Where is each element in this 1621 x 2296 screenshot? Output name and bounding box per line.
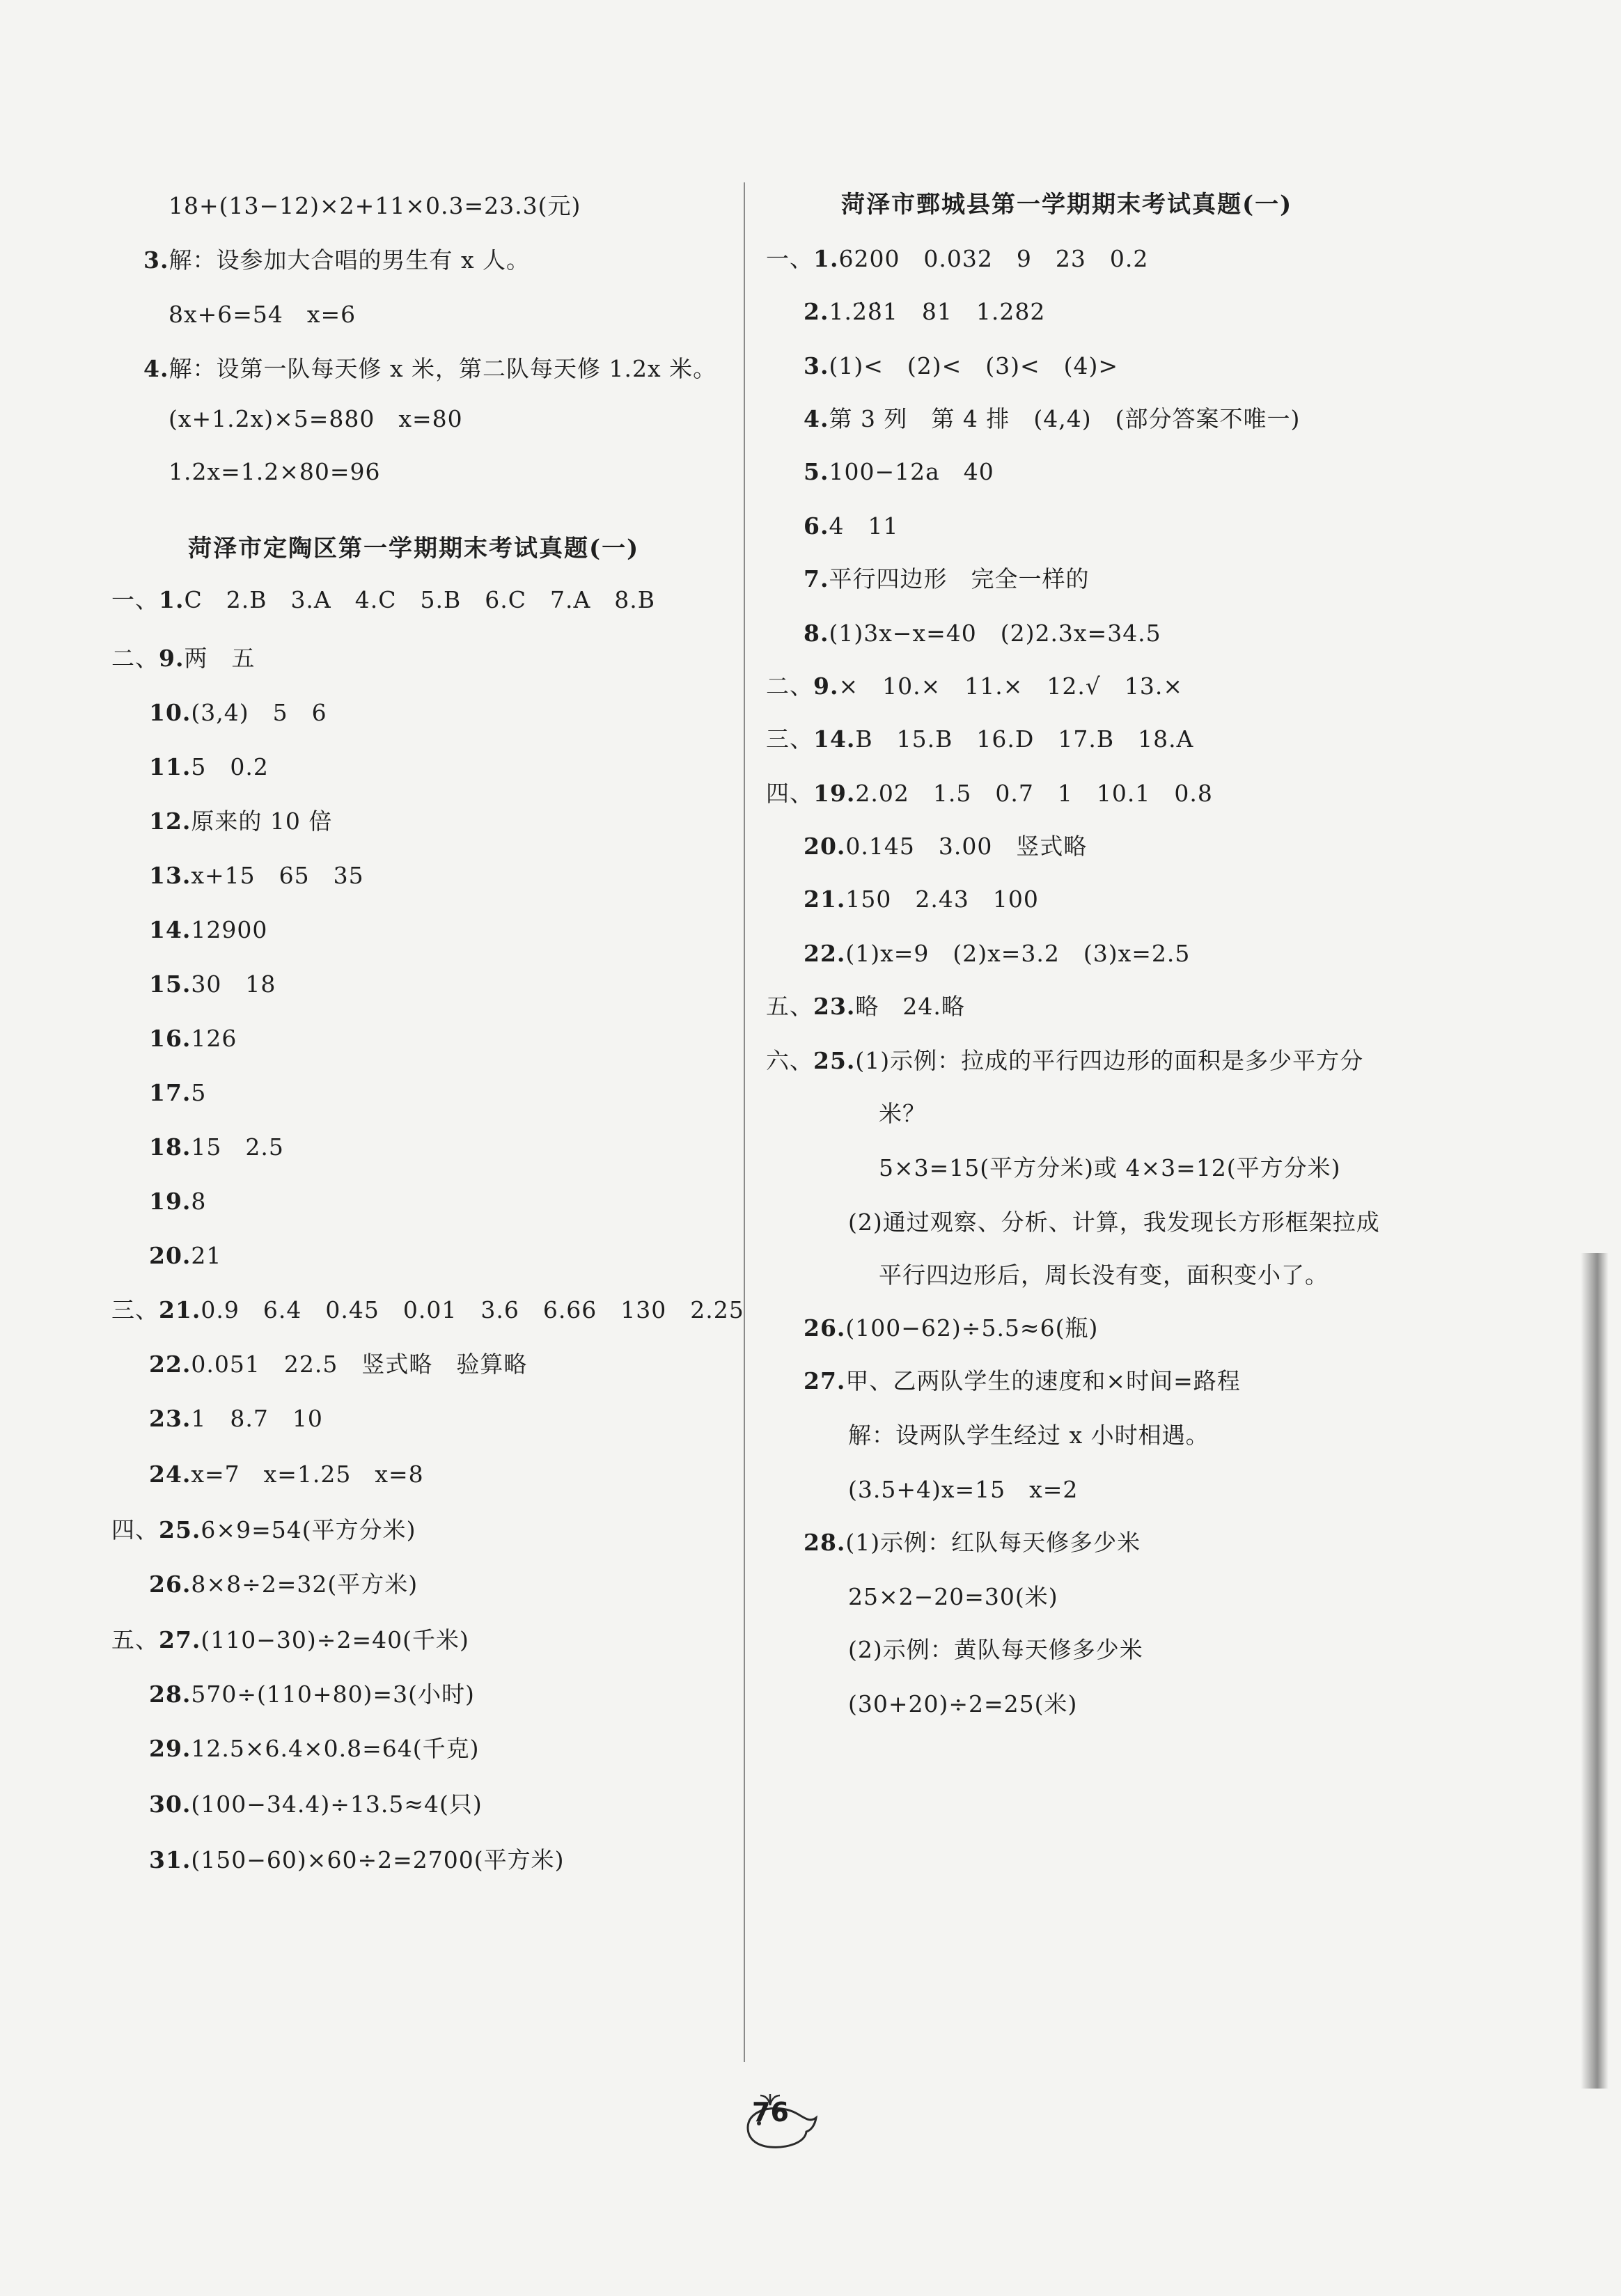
- answer-line: 10.(3,4) 5 6: [149, 699, 327, 726]
- answer-line: 12.原来的 10 倍: [149, 808, 333, 835]
- answer-line: 23.1 8.7 10: [149, 1405, 323, 1432]
- answer-line: 20.0.145 3.00 竖式略: [804, 833, 1088, 860]
- answer-line: 27.甲、乙两队学生的速度和×时间=路程: [804, 1367, 1241, 1394]
- answer-line: 五、27.(110−30)÷2=40(千米): [111, 1626, 469, 1653]
- answer-line: 30.(100−34.4)÷13.5≈4(只): [149, 1791, 483, 1818]
- answer-line: 4.解：设第一队每天修 x 米，第二队每天修 1.2x 米。: [143, 355, 717, 382]
- answer-line: 20.21: [149, 1242, 222, 1269]
- page-number: 76: [752, 2097, 789, 2128]
- answer-line: 14.12900: [149, 916, 268, 943]
- scan-edge-shadow: [1581, 1253, 1608, 2089]
- answer-line: (3.5+4)x=15 x=2: [848, 1476, 1079, 1503]
- answer-line: 二、9.两 五: [111, 645, 256, 672]
- answer-line: 三、14.B 15.B 16.D 17.B 18.A: [766, 725, 1194, 753]
- answer-line: 五、23.略 24.略: [766, 993, 965, 1020]
- answer-line: (2)示例：黄队每天修多少米: [848, 1636, 1143, 1663]
- column-divider: [744, 182, 745, 2062]
- answer-line: 平行四边形后，周长没有变，面积变小了。: [879, 1261, 1329, 1289]
- answer-line: 18.15 2.5: [149, 1133, 284, 1161]
- answer-line: 19.8: [149, 1188, 207, 1215]
- answer-line: 5.100−12a 40: [804, 458, 994, 485]
- answer-line: 米？: [879, 1100, 926, 1127]
- section-title-dingtao: 菏泽市定陶区第一学期期末考试真题(一): [188, 535, 640, 563]
- answer-line: 3.(1)< (2)< (3)< (4)>: [804, 352, 1119, 379]
- answer-line: 8x+6=54 x=6: [169, 301, 357, 328]
- answer-line: 六、25.(1)示例：拉成的平行四边形的面积是多少平方分: [766, 1047, 1364, 1074]
- answer-line: 8.(1)3x−x=40 (2)2.3x=34.5: [804, 620, 1161, 647]
- answer-line: 1.2x=1.2×80=96: [169, 458, 381, 485]
- answer-line: 21.150 2.43 100: [804, 886, 1039, 913]
- answer-line: 25×2−20=30(米): [848, 1583, 1058, 1610]
- answer-line: 22.(1)x=9 (2)x=3.2 (3)x=2.5: [804, 940, 1191, 967]
- answer-line: 解：设两队学生经过 x 小时相遇。: [848, 1422, 1209, 1449]
- section-title-juancheng: 菏泽市鄄城县第一学期期末考试真题(一): [841, 191, 1293, 219]
- answer-line: 22.0.051 22.5 竖式略 验算略: [149, 1351, 528, 1378]
- answer-line: 一、1.C 2.B 3.A 4.C 5.B 6.C 7.A 8.B: [111, 586, 656, 613]
- answer-line: (x+1.2x)×5=880 x=80: [169, 405, 463, 432]
- answer-line: 7.平行四边形 完全一样的: [804, 565, 1090, 592]
- answer-line: 28.(1)示例：红队每天修多少米: [804, 1529, 1141, 1556]
- answer-line: 18+(13−12)×2+11×0.3=23.3(元): [169, 192, 581, 219]
- answer-line: 3.解：设参加大合唱的男生有 x 人。: [143, 246, 531, 274]
- answer-line: (2)通过观察、分析、计算，我发现长方形框架拉成: [848, 1209, 1380, 1236]
- answer-line: 6.4 11: [804, 512, 899, 540]
- answer-line: (30+20)÷2=25(米): [848, 1690, 1078, 1717]
- answer-line: 26.(100−62)÷5.5≈6(瓶): [804, 1314, 1099, 1342]
- answer-line: 2.1.2̇8̇1 81 1.282: [804, 298, 1046, 325]
- answer-line: 5×3=15(平方分米)或 4×3=12(平方分米): [879, 1154, 1341, 1181]
- answer-line: 24.x=7 x=1.25 x=8: [149, 1461, 424, 1488]
- answer-line: 四、19.2.02 1.5 0.7 1 10.1 0.8: [766, 780, 1213, 807]
- answer-line: 四、25.6×9=54(平方分米): [111, 1516, 416, 1543]
- answer-line: 11.5 0.2: [149, 753, 269, 780]
- answer-line: 16.126: [149, 1025, 237, 1052]
- answer-line: 17.5: [149, 1079, 207, 1106]
- answer-line: 一、1.6200 0.032 9 23 0.2: [766, 245, 1149, 272]
- answer-line: 三、21.0.9 6.4 0.45 0.01 3.6 6.66 130 2.25: [111, 1296, 744, 1323]
- answer-line: 二、9.× 10.× 11.× 12.√ 13.×: [766, 673, 1184, 700]
- answer-line: 26.8×8÷2=32(平方米): [149, 1571, 418, 1598]
- answer-line: 13.x+15 65 35: [149, 862, 364, 889]
- answer-line: 29.12.5×6.4×0.8=64(千克): [149, 1735, 480, 1762]
- answer-line: 4.第 3 列 第 4 排 (4,4) (部分答案不唯一): [804, 405, 1301, 432]
- answer-line: 28.570÷(110+80)=3(小时): [149, 1681, 475, 1708]
- answer-line: 31.(150−60)×60÷2=2700(平方米): [149, 1846, 565, 1873]
- answer-line: 15.30 18: [149, 970, 276, 998]
